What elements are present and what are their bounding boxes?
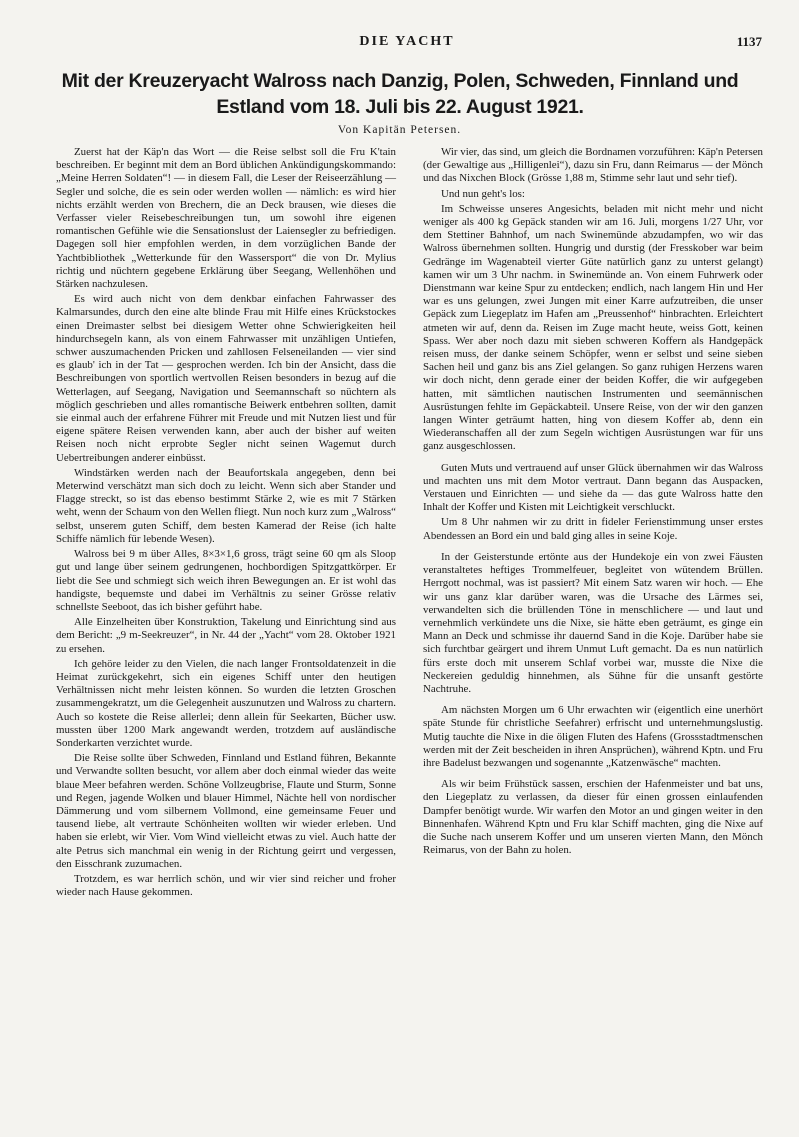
paragraph: Im Schweisse unseres Angesichts, beladen mit nicht mehr und nicht weniger als 400 kg Gepäck standen wir am 16. Juli, morgens 1/27 Uhr, vor dem Stettiner Bahnhof, um nach Swinemünde abzudampfen, wo wir das Walross übernehmen sollten. Hungrig und durstig (der Fresskober war beim Gedränge im Wagenabteil vierter Güte natürlich ganz zu unterst gelangt) kamen wir um 3 Uhr nachm. in Swinemünde an. Von einem Fuhrwerk oder Dienstmann war keine Spur zu entdecken; endlich, nach langem Hin und Her war es uns gelungen, zwei Jungen mit einer Karre aufzutreiben, die unser Gepäck zum Liegeplatz im Hafen am „Preussenhof“ hinbrachten. Erleichtert atmeten wir auf, denn da. Reisen im Zuge macht heute, weiss Gott, keinen Spass. Wer aber noch dazu mit sieben schweren Koffern als Handgepäck reisen muss, der danke seinem Schöpfer, wenn er selbst und seine sieben Sachen heil und ganz bis ans Ziel gelangen. So ganz ruhigen Herzens waren wir doch nicht, denn gerade einer der beiden Koffer, die wir aufgegeben hatten, mit sämtlichen nautischen Instrumenten und seemännischen Ausrüstungen fehlte im Gepäckabteil. Unsere Reise, von der wir den ganzen langen Winter geträumt hatten, hing von diesem Koffer ab, denn ein Wiederanschaffen all der zum Segeln wichtigen Ausrüstungen war für uns ganz ausgeschlossen. [423, 202, 763, 453]
paragraph: Windstärken werden nach der Beaufortskala angegeben, denn bei Meterwind verschätzt man sich doch zu leicht. Wenn sich aber Stander und Flagge streckt, so ist das ebenso bestimmt Stärke 2, wie es mit 7 Stärken weht, wenn der Schaum von den Wellen fliegt. Nun noch kurz zum „Walross“ selbst, unserem guten Schiff, dem besten Kamerad der Reise (ich halte Schiffe nämlich für lebende Wesen). [56, 466, 396, 545]
paragraph: Wir vier, das sind, um gleich die Bordnamen vorzuführen: Käp'n Petersen (der Gewaltige aus „Hilligenlei“), dazu sin Fru, dann Reimarus — der Mönch und das Nixchen Block (Grösse 1,88 m, Stimme sehr laut und sehr tief). [423, 146, 763, 185]
page-number: 1137 [736, 34, 762, 49]
paragraph: Trotzdem, es war herrlich schön, und wir vier sind reicher und froher wieder nach Hause gekommen. [56, 872, 396, 899]
paragraph: In der Geisterstunde ertönte aus der Hundekoje ein von zwei Fäusten veranstaltetes heftiges Trommelfeuer, begleitet von wütendem Brüllen. Herrgott nochmal, was ist passiert? Mit einem Satz waren wir hoch. — Ehe wir uns ganz klar darüber waren, was die Ursache des Lärmes sei, verwandelten sich die brüllenden Töne in menschlichere — und laut und vernehmlich verkündete uns die Nixe, sie hätte eben geträumt, es ginge ein Mann an Deck und schmisse ihr dauernd Sand in die Koje. Darüber habe sie sich furchtbar geärgert und ihrem Unmut Luft gemacht. Da es nun natürlich fürs erste doch mit unserem Schlaf vorbei war, musste die Nixe die Neckereien geduldig hinnehmen, als Sühne für die unsanft gestörte Nachtruhe. [423, 550, 763, 695]
paragraph: Es wird auch nicht von dem denkbar einfachen Fahrwasser des Kalmarsundes, durch den eine alte blinde Frau mit Hilfe eines Krückstockes einen Dreimaster selbst bei diesigem Wetter ohne Schwierigkeiten heil hindurchsegeln kann, als von einem Fahrwasser mit unzähligen Untiefen, schwer auszumachenden Pricken und zahllosen Felseneilanden — vier sind es glaub' ich in der Tat — gesprochen werden. Ich bin der Ansicht, dass die Beschreibungen von sportlich wertvollen Reisen besonders in bezug auf die Wetterlagen, auf Seegang, Navigation und Seemannschaft so nüchtern als möglich geschrieben und alles romantische Beiwerk entbehren sollten, damit sie einmal auch der erfahrene Führer mit Freude und mit Nutzen liest und für eigene spätere Reisen verwenden kann, aber auch der bisher auf weiten Reisen noch nicht erprobte Segler nicht seinen Wagemut durch Uebertreibungen anderer einbüsst. [56, 293, 396, 464]
paragraph: Um 8 Uhr nahmen wir zu dritt in fideler Ferienstimmung unser erstes Abendessen an Bord ein und bald ging alles in seine Koje. [423, 516, 763, 542]
magazine-name: DIE YACHT [359, 34, 455, 49]
paragraph: Und nun geht's los: [441, 187, 525, 200]
left-column [56, 146, 396, 1066]
paragraph: Die Reise sollte über Schweden, Finnland und Estland führen, Bekannte und Verwandte sollten besucht, vor allem aber doch einmal wieder das weite blaue Meer befahren werden. Schöne Vollzeugbrise, Flaute und Sturm, Sonne und Regen, jagende Wolken und blauer Himmel, Nächte hell von nordischer Dämmerung und vom silbernem Vollmond, eine gemeinsame Feuer und tausend liebe, alt vertraute Schönheiten wollten wir wieder erleben. Und haben sie erlebt, wir Vier. Vom Wind vielleicht etwas zu viel. Auch hatte der alte Petrus sich manchmal ein wenig in der Richtung geirrt und vergessen, den Eisschrank zuzumachen. [56, 752, 396, 870]
running-header [52, 34, 762, 50]
paragraph: Guten Muts und vertrauend auf unser Glück übernahmen wir das Walross und machten uns mit dem Motor vertraut. Dann begann das Auspacken, Verstauen und Einrichten — und siehe da — das gute Walross hatte den Inhalt der Koffer und Kisten mit Leichtigkeit verschluckt. [423, 461, 763, 514]
paragraph: Als wir beim Frühstück sassen, erschien der Hafenmeister und bat uns, den Liegeplatz zu verlassen, da dieser für einen grossen einlaufenden Dampfer benötigt wurde. Wir warfen den Motor an und gingen weiter in den Binnenhafen. Während Kptn und Fru klar Schiff machten, ging die Nixe auf die Suche nach unserem Koffer und um unseren vierten Mann, den Mönch Reimarus, von der Bahn zu holen. [423, 778, 763, 857]
article-title: Mit der Kreuzeryacht Walross nach Danzig, Polen, Schweden, Finnland und Estland vom 18. Juli bis 22. August 1921. [61, 70, 739, 118]
paragraph: Alle Einzelheiten über Konstruktion, Takelung und Einrichtung sind aus dem Bericht: „9 m-Seekreuzer“, in Nr. 44 der „Yacht“ vom 28. Oktober 1921 zu ersehen. [56, 616, 396, 655]
paragraph: Am nächsten Morgen um 6 Uhr erwachten wir (eigentlich eine unerhört späte Stunde für christliche Seefahrer) erfrischt und unternehmungslustig. Mutig tauchte die Nixe in die öligen Fluten des Hafens (Grossstadtmenschen werden mit der Zeit bescheiden in ihren Ansprüchen), während Kptn. und Fru ihre Badelust bezwangen und sogenannte „Katzenwäsche“ machten. [423, 704, 763, 769]
paragraph: Ich gehöre leider zu den Vielen, die nach langer Frontsoldatenzeit in die Heimat zurückgekehrt, sich ein eigenes Schiff unter den heutigen Verhältnissen nicht mehr leisten können. So wurden die letzten Groschen zusammengekratzt, um die Gelegenheit auszunutzen und Walross zu chartern. Auch so kostete die Reise allerlei; denn allein für Seekarten, Bücher usw. mussten über 1200 Mark angewandt werden, trotzdem auf ausländische Sonderkarten verzichtet wurde. [56, 657, 396, 749]
article-byline: Von Kapitän Petersen. [337, 124, 462, 136]
paragraph: Zuerst hat der Käp'n das Wort — die Reise selbst soll die Fru K'tain beschreiben. Er beginnt mit dem an Bord üblichen Ankündigungskommando: „Meine Herren Soldaten“! — in diesem Fall, die Leser der Reiseerzählung — Segler und solche, die es sein oder werden wollen — nämlich: es wird hier nichts erzählt werden von Brechern, die an Deck brausen, wie dieses die Verfasser vieler Reisebeschreibungen tun, um sowohl ihre eigenen romantischen Gefühle wie die Sensationslust der Laiensegler zu befriedigen. Dagegen soll hier empfohlen werden, in dem vorzüglichen Bande der Yachtbibliothek „Wetterkunde für den Wassersport“ die von Dr. Mylius richtig und nüchtern gegebene Erklärung über Seegang, Wellenhöhen und Stärken nachzulesen. [56, 146, 396, 291]
right-column [423, 146, 763, 1071]
paragraph: Walross bei 9 m über Alles, 8×3×1,6 gross, trägt seine 60 qm als Sloop gut und lange über seinem gedrungenen, hochbordigen Spitzgattkörper. Er liebt die See und schmiegt sich weich ihren Bewegungen an. Er ist wohl das handigste, bequemste und dabei im Verhältnis zu seiner Grösse relativ schnellste Seeboot, das ich bisher geführt habe. [56, 548, 396, 613]
